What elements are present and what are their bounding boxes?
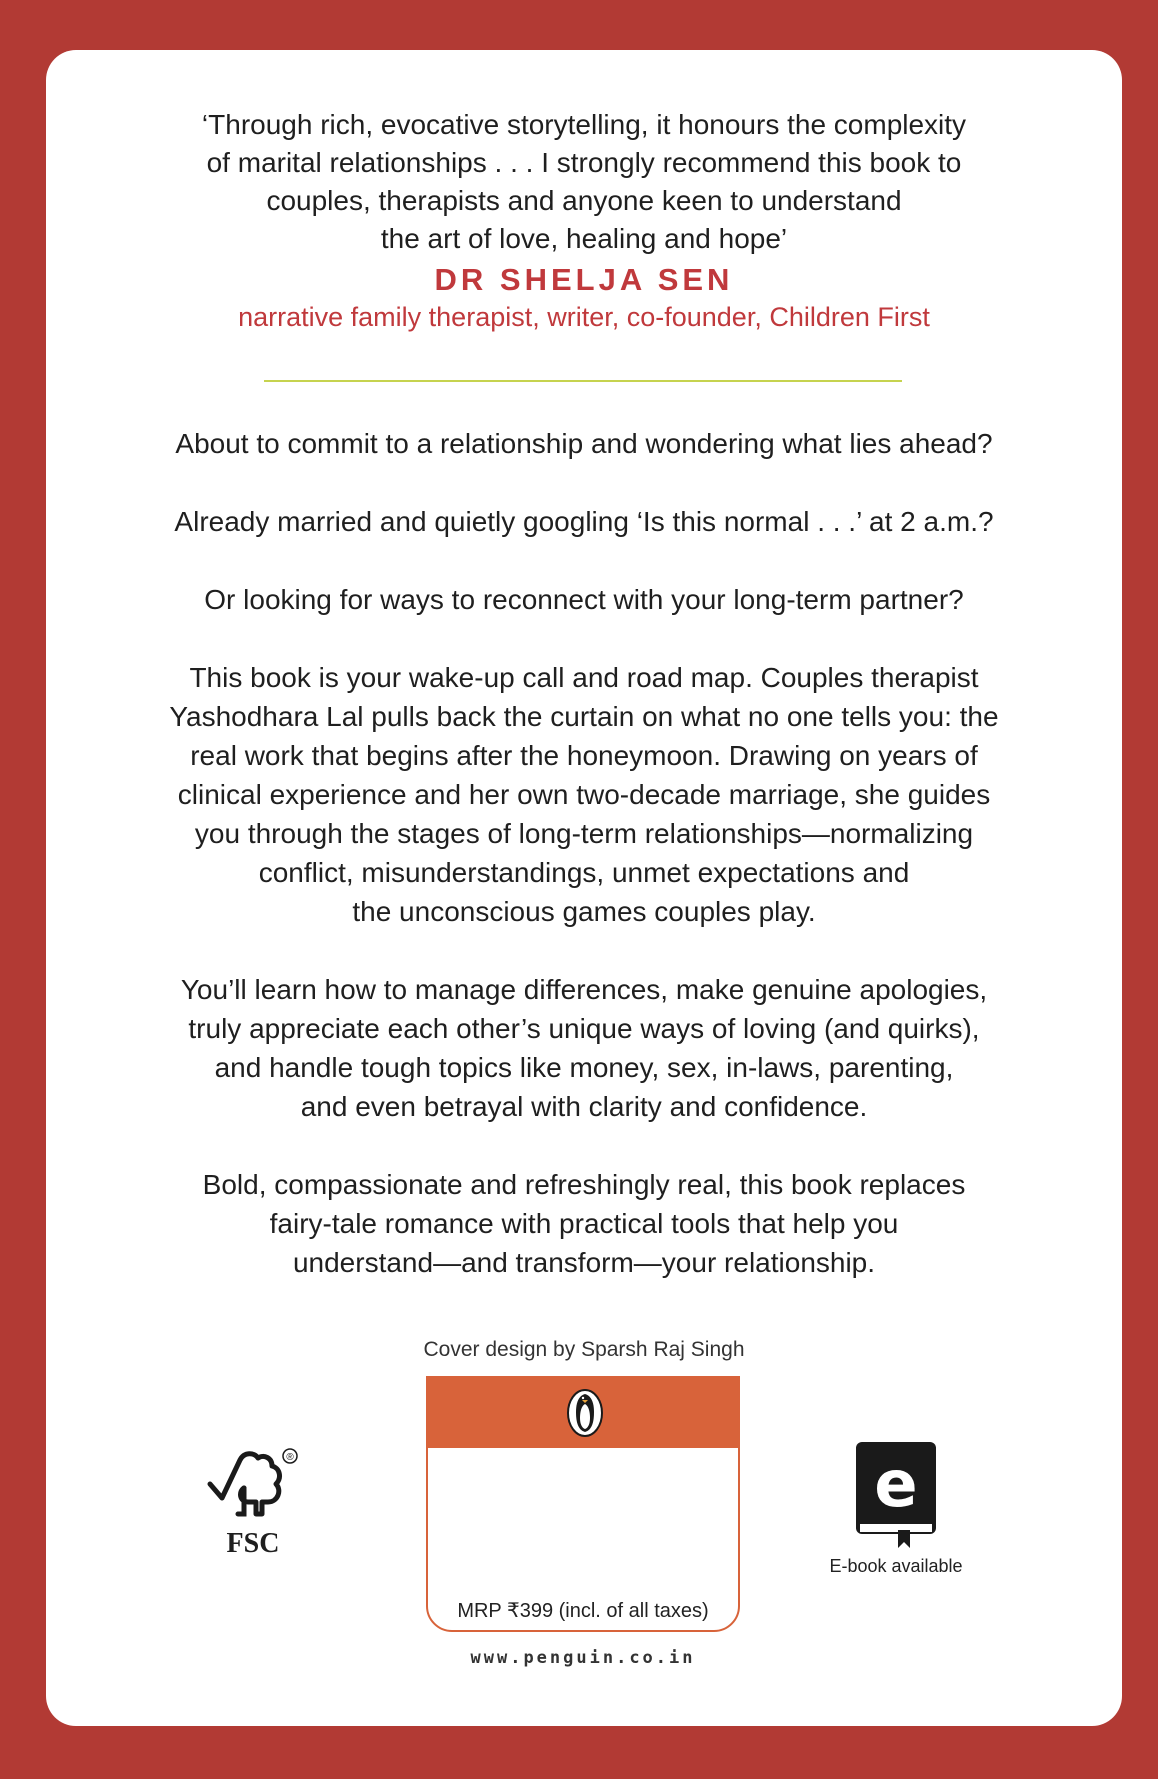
blurb-line: clinical experience and her own two-decade marriage, she guides [177,779,991,810]
blurb-paragraph [46,502,1122,541]
price-label: MRP ₹399 (incl. of all taxes) [457,1600,709,1622]
blurb [46,424,1122,1321]
quote-line: ‘Through rich, evocative storytelling, it honours the complexity [201,109,967,140]
quote-line: of marital relationships . . . I strongly recommend this book to [206,147,962,178]
blurb-paragraph [46,424,1122,463]
blurb-paragraph [46,580,1122,619]
ebook-letter: e [874,1448,918,1522]
blurb-line: This book is your wake-up call and road map. Couples therapist [189,662,979,693]
ebook-available-label: E-book available [829,1556,963,1576]
blurb-line: Already married and quietly googling ‘Is this normal . . .’ at 2 a.m.? [174,506,994,537]
endorsement-quote [46,106,1122,258]
blurb-line: real work that begins after the honeymoon. Drawing on years of [190,740,978,771]
quote-author: DR SHELJA SEN [434,262,734,297]
quote-line: the art of love, healing and hope’ [380,223,788,254]
blurb-line: Or looking for ways to reconnect with your long-term partner? [204,584,964,615]
registered-mark: ® [286,1452,294,1463]
blurb-line: About to commit to a relationship and wondering what lies ahead? [175,428,993,459]
blurb-line: Bold, compassionate and refreshingly real, this book replaces [202,1169,966,1200]
blurb-line: Yashodhara Lal pulls back the curtain on what no one tells you: the [169,701,999,732]
fsc-label: FSC [226,1528,280,1559]
blurb-line: truly appreciate each other’s unique ways of loving (and quirks), [188,1013,980,1044]
blurb-line: and handle tough topics like money, sex, in-laws, parenting, [214,1052,954,1083]
divider-line [264,380,902,382]
blurb-line: understand—and transform—your relationship. [292,1247,876,1278]
blurb-line: the unconscious games couples play. [352,896,816,927]
quote-line: couples, therapists and anyone keen to understand [266,185,902,216]
blurb-line: conflict, misunderstandings, unmet expectations and [258,857,910,888]
quote-author-role: narrative family therapist, writer, co-founder, Children First [238,302,930,332]
blurb-line: You’ll learn how to manage differences, make genuine apologies, [180,974,988,1005]
blurb-paragraph [46,658,1122,931]
blurb-paragraph [46,970,1122,1126]
back-cover-panel [46,50,1122,1726]
website-url: www.penguin.co.in [470,1648,696,1668]
penguin-band [428,1378,738,1448]
blurb-line: fairy-tale romance with practical tools that help you [269,1208,899,1239]
blurb-line: and even betrayal with clarity and confidence. [300,1091,868,1122]
cover-design-credit: Cover design by Sparsh Raj Singh [423,1338,745,1361]
blurb-line: you through the stages of long-term relationships—normalizing [194,818,974,849]
price-box [426,1376,740,1632]
blurb-paragraph [46,1165,1122,1282]
ebook-icon [854,1440,938,1550]
penguin-logo-icon [566,1388,604,1438]
